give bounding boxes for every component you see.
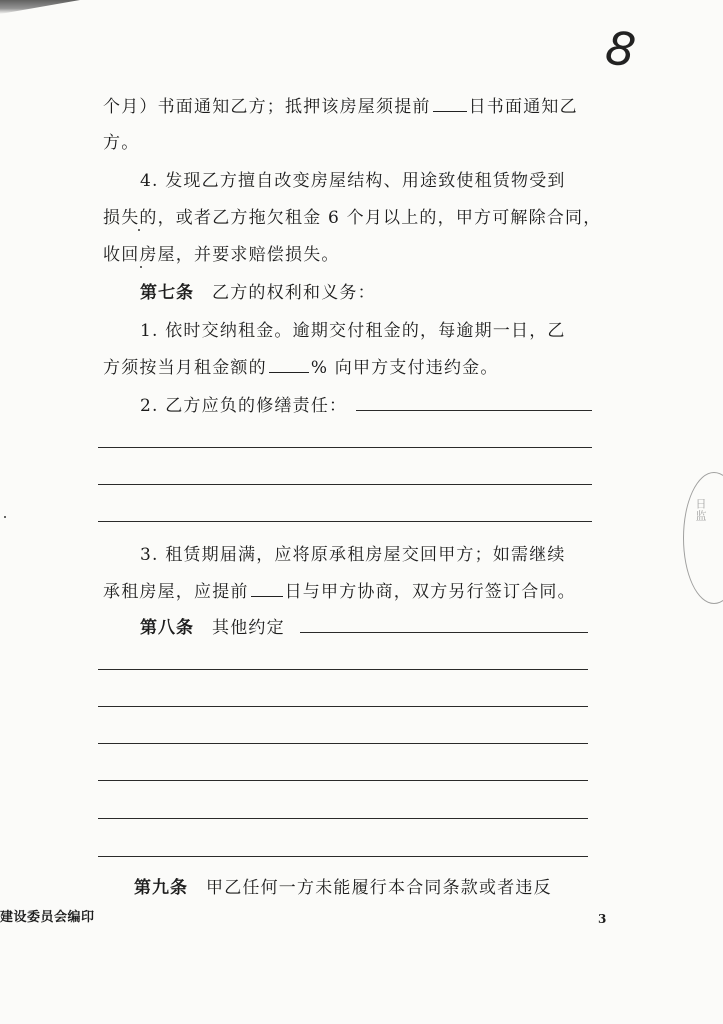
clause-7-3: 3. 租赁期届满，应将原承租房屋交回甲方；如需继续: [140, 545, 566, 565]
text-line: 方。: [103, 133, 140, 153]
text-fragment: % 向甲方支付违约金。: [310, 358, 499, 378]
blank-field-percent[interactable]: [269, 355, 309, 373]
scan-speck: [4, 516, 6, 518]
page-number: 3: [598, 912, 607, 926]
clause-7-1: 1. 依时交纳租金。逾期交付租金的，每逾期一日，乙: [140, 321, 566, 341]
article-title: 其他约定: [212, 618, 285, 638]
text-fragment: 日与甲方协商，双方另行签订合同。: [284, 582, 576, 602]
fill-line[interactable]: [98, 521, 592, 522]
fill-line[interactable]: [98, 484, 592, 485]
article-number: 第八条: [140, 618, 194, 638]
text-line: 损失的，或者乙方拖欠租金 6 个月以上的，甲方可解除合同，: [103, 208, 602, 228]
fill-line[interactable]: [98, 780, 588, 781]
seal-stamp-text: 日监: [694, 498, 707, 522]
scan-speck: [140, 266, 142, 268]
clause-6-4: 4. 发现乙方擅自改变房屋结构、用途致使租赁物受到: [140, 171, 566, 191]
article-title: 乙方的权利和义务：: [212, 283, 376, 303]
blank-field-days[interactable]: [251, 579, 283, 597]
article-7-heading: [140, 278, 376, 303]
text-line: 收回房屋，并要求赔偿损失。: [103, 245, 340, 265]
article-number: 第七条: [140, 283, 194, 303]
scan-edge-mark: [0, 0, 80, 14]
article-number: 第九条: [134, 878, 188, 898]
text-fragment: 个月）书面通知乙方；抵押该房屋须提前: [103, 97, 431, 117]
seal-stamp: [683, 472, 723, 604]
text-line: [103, 92, 578, 117]
text-fragment: 承租房屋，应提前: [103, 582, 249, 602]
clause-7-2: 2. 乙方应负的修缮责任：: [140, 396, 348, 416]
article-text: 甲乙任何一方未能履行本合同条款或者违反: [206, 878, 552, 898]
fill-line[interactable]: [98, 447, 592, 448]
fill-line[interactable]: [356, 410, 592, 411]
fill-line[interactable]: [300, 632, 588, 633]
text-line: [103, 353, 499, 378]
article-9-heading: [134, 873, 552, 898]
handwritten-page-marker: 8: [602, 20, 639, 78]
fill-line[interactable]: [98, 706, 588, 707]
text-fragment: 方须按当月租金额的: [103, 358, 267, 378]
fill-line[interactable]: [98, 818, 588, 819]
scan-speck: [138, 229, 140, 231]
fill-line[interactable]: [98, 856, 588, 857]
publisher-footer: 建设委员会编印: [0, 910, 95, 925]
fill-line[interactable]: [98, 743, 588, 744]
text-fragment: 日书面通知乙: [468, 97, 578, 117]
text-line: [103, 577, 576, 602]
article-8-heading: [140, 613, 285, 638]
blank-field-days[interactable]: [433, 94, 467, 112]
fill-line[interactable]: [98, 669, 588, 670]
